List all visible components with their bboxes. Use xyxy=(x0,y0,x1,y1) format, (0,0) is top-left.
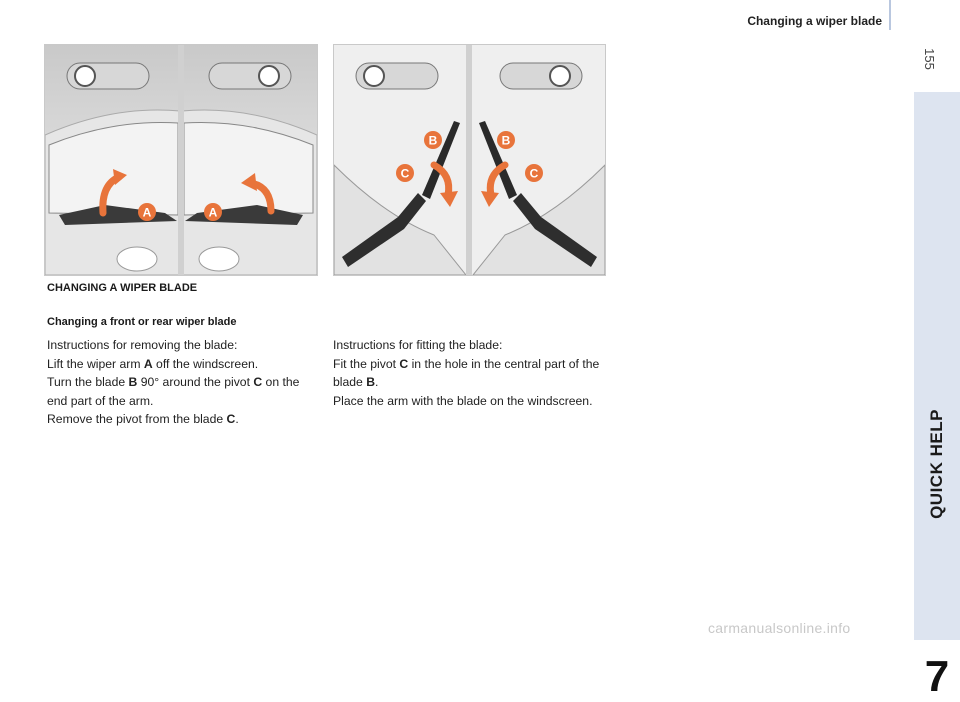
sub-heading: Changing a front or rear wiper blade xyxy=(47,316,237,328)
page-number: 155 xyxy=(922,48,937,70)
side-tab-label: QUICK HELP xyxy=(927,409,946,519)
side-tab xyxy=(914,92,960,701)
removing-step-2: Turn the blade B 90° around the pivot C on the end part of the arm. xyxy=(47,375,300,408)
removing-intro: Instructions for removing the blade: xyxy=(47,338,238,352)
label-b-left: B xyxy=(428,133,438,148)
label-a-right: A xyxy=(208,205,218,220)
figure-lift-wiper-arm xyxy=(44,44,318,276)
fitting-intro: Instructions for fitting the blade: xyxy=(333,338,503,352)
label-c-left: C xyxy=(400,166,410,181)
label-c-right: C xyxy=(529,166,539,181)
watermark: carmanualsonline.info xyxy=(708,620,851,636)
label-b-right: B xyxy=(501,133,511,148)
header-title: Changing a wiper blade xyxy=(747,14,882,28)
section-heading: CHANGING A WIPER BLADE xyxy=(47,282,198,294)
figure-turn-wiper-blade xyxy=(333,44,606,276)
label-a-left: A xyxy=(142,205,152,220)
removing-step-1: Lift the wiper arm A off the windscreen. xyxy=(47,356,259,371)
fitting-step-2: Place the arm with the blade on the windscreen. xyxy=(333,393,593,408)
removing-step-3: Remove the pivot from the blade C. xyxy=(47,412,239,427)
chapter-number: 7 xyxy=(924,652,950,701)
fitting-instructions xyxy=(333,336,603,410)
header-rule xyxy=(889,0,891,30)
fitting-step-1: Fit the pivot C in the hole in the central part of the blade B. xyxy=(333,356,600,390)
removing-instructions xyxy=(47,336,317,429)
